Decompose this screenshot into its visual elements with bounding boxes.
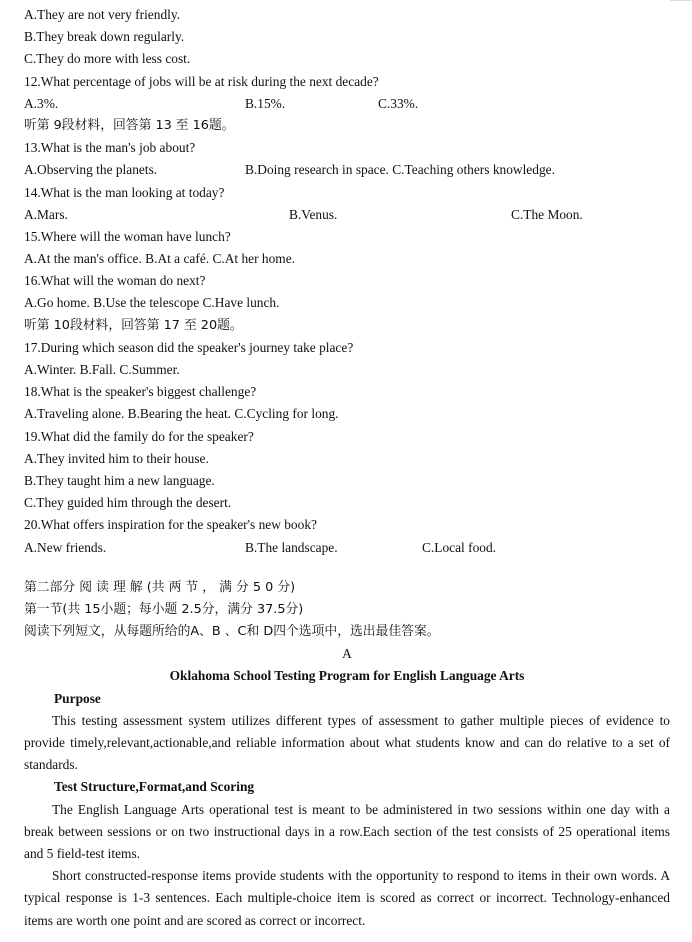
purpose-heading: Purpose: [54, 690, 101, 706]
q15-options: A.At the man's office. B.At a café. C.At her home.: [24, 251, 296, 267]
q16-question: 16.What will the woman do next?: [24, 273, 206, 289]
q19-option-b: B.They taught him a new language.: [24, 472, 215, 488]
q12-options: [24, 93, 670, 115]
q20-option-b: B.The landscape.: [245, 539, 338, 555]
q13-option-a: A.Observing the planets.: [24, 162, 158, 178]
q14-question: 14.What is the man looking at today?: [24, 184, 225, 200]
q13-options: [24, 159, 670, 181]
spacer: [24, 559, 670, 577]
q20-options: [24, 537, 670, 559]
q14-option-b: B.Venus.: [289, 206, 338, 222]
q11-option-b: B.They break down regularly.: [24, 29, 185, 45]
q12-option-b: B.15%.: [245, 95, 286, 111]
passage-letter: A: [342, 646, 352, 662]
q12-question: 12.What percentage of jobs will be at risk during the next decade?: [24, 73, 379, 89]
part2-title: 第二部分 阅 读 理 解 (共 两 节 ， 满 分 5 0 分): [24, 579, 296, 595]
part2-section1: 第一节(共 15小题；每小题 2.5分，满分 37.5分): [24, 601, 304, 617]
q18-options: A.Traveling alone. B.Bearing the heat. C.Cycling for long.: [24, 406, 339, 422]
passage-title: Oklahoma School Testing Program for English Language Arts: [169, 668, 525, 684]
q14-options: [24, 204, 670, 226]
q11-option-a: A.They are not very friendly.: [24, 7, 181, 22]
q17-question: 17.During which season did the speaker's journey take place?: [24, 339, 354, 355]
q19-option-c: C.They guided him through the desert.: [24, 495, 232, 511]
structure-paragraph-2: Short constructed-response items provide students with the opportunity to respond to items in their own words. A typical response is 1-3 sentences. Each multiple-choice item is scored as correct or incorrect. Technology-enhanced items are worth one point and are scored as correct or incorrect.: [24, 868, 670, 928]
exam-page: [24, 4, 670, 932]
q16-options: A.Go home. B.Use the telescope C.Have lunch.: [24, 295, 280, 311]
structure-heading: Test Structure,Format,and Scoring: [54, 779, 255, 795]
q13-question: 13.What is the man's job about?: [24, 140, 196, 156]
section9-instruction: 听第 9段材料，回答第 13 至 16题。: [24, 117, 235, 133]
q15-question: 15.Where will the woman have lunch?: [24, 228, 231, 244]
q20-option-c: C.Local food.: [422, 539, 497, 555]
q14-option-c: C.The Moon.: [511, 206, 583, 222]
q17-options: A.Winter. B.Fall. C.Summer.: [24, 362, 180, 377]
q20-question: 20.What offers inspiration for the speaker's new book?: [24, 517, 317, 533]
q20-option-a: A.New friends.: [24, 539, 107, 555]
q11-option-c: C.They do more with less cost.: [24, 51, 191, 67]
q14-option-a: A.Mars.: [24, 206, 68, 222]
q19-option-a: A.They invited him to their house.: [24, 450, 209, 466]
purpose-paragraph: This testing assessment system utilizes different types of assessment to gather multiple pieces of evidence to provide timely,relevant,actionable,and reliable information about what students know and can do relative to a set of standards.: [24, 712, 670, 773]
q13-option-bc: B.Doing research in space. C.Teaching others knowledge.: [245, 162, 555, 178]
structure-paragraph-1: The English Language Arts operational test is meant to be administered in two sessions within one day with a break between sessions or on two instructional days in a row.Each section of the test consists of 25 operational items and 5 field-test items.: [24, 801, 670, 862]
q18-question: 18.What is the speaker's biggest challenge?: [24, 384, 257, 400]
q12-option-c: C.33%.: [378, 95, 419, 111]
page-corner-mark: [670, 0, 692, 1]
part2-instruction: 阅读下列短文，从每题所给的A、B 、C和 D四个选项中，选出最佳答案。: [24, 624, 440, 640]
section10-instruction: 听第 10段材料，回答第 17 至 20题。: [24, 317, 243, 333]
q12-option-a: A.3%.: [24, 95, 59, 111]
q19-question: 19.What did the family do for the speaker?: [24, 428, 254, 444]
